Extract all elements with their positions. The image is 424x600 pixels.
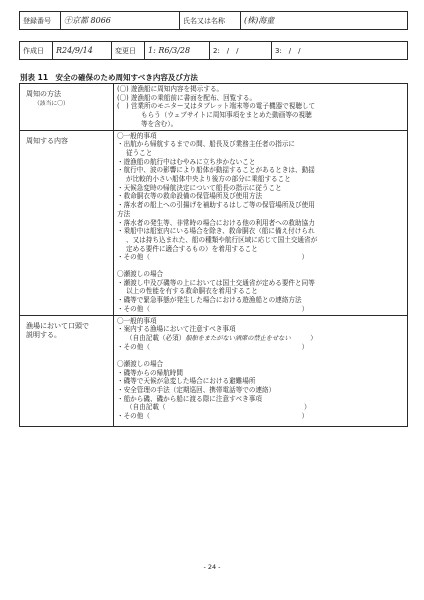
content-label-cell — [20, 130, 114, 315]
oral-line: ・磯等からの帰航時間 — [117, 368, 183, 377]
header-row-2 — [19, 41, 408, 60]
content-label: 周知する内容 — [26, 136, 68, 145]
content-line: 従うこと — [126, 148, 153, 157]
oral-line: ・その他（ ） — [117, 412, 309, 421]
method-line: ( ) 営業所のモニター又はタブレット端末等の電子機器で視聴して — [117, 102, 316, 111]
oral-line: ・磯等で天候が急変した場合における避難場所 — [117, 377, 256, 386]
method-sub-label: （該当に〇） — [34, 101, 69, 108]
content-line: ・その他（ ） — [117, 253, 309, 262]
content-line: ・磯等で緊急事態が発生した場合における遊漁船との連絡方法 — [117, 296, 302, 305]
content-line: 、又は持ち込まれた、船の種類や航行区域に応じて国土交通省が — [126, 235, 318, 244]
oral-free-entry — [117, 334, 404, 343]
oral-line: ・安全管理の手法（定期巡回、携帯電話等での連絡） — [117, 385, 276, 394]
handwritten-note: 船舶をまたがない酒席の禁止をせない — [185, 334, 291, 342]
oral-line: ・船から磯、磯から船に渡る際に注意すべき事項 — [117, 394, 262, 403]
closing-paren: ） — [290, 333, 317, 342]
content-line: ・救命胴衣等の救命設備の保管場所及び使用方法 — [117, 192, 263, 201]
content-line: ・瀬渡し中及び磯等の上においては国土交通省が定める要件と同等 — [117, 278, 315, 287]
oral-label: 漁場において口頭で — [26, 321, 89, 330]
content-line: ・落水者の発生等、非常時の場合における他の利用者への救助協力 — [117, 218, 315, 227]
content-line: が比較的小さい船体中央より後方の部分に乗船すること — [126, 175, 291, 184]
oral-line: ・その他（ ） — [117, 343, 309, 352]
content-line: ・天候急変時の帰航決定について船長の指示に従うこと — [117, 183, 282, 192]
change-date-1: 1: R6/3/28 — [145, 42, 210, 60]
content-line: 〇一般的事項 — [117, 131, 157, 140]
name-label: 氏名又は名称 — [180, 12, 241, 30]
method-label-cell — [20, 84, 114, 131]
content-line: ・落水者の船上への引揚げを補助するはしご等の保管場所及び使用 — [117, 201, 315, 210]
notice-table — [19, 83, 408, 427]
created-label: 作成日 — [20, 42, 53, 60]
method-content-cell — [114, 84, 408, 131]
oral-label-2: 説明する。 — [26, 330, 61, 339]
created-value: R24/9/14 — [53, 42, 112, 60]
name-value: (株)海童 — [241, 12, 408, 30]
content-line: 〇瀬渡しの場合 — [117, 270, 164, 279]
content-line: ・航行中、波の影響により船体が動揺することがあるときは、動揺 — [117, 166, 315, 175]
oral-content-cell — [114, 315, 408, 426]
spacer — [117, 352, 404, 360]
header-row-1 — [19, 11, 408, 30]
oral-line: ・案内する漁場において注意すべき事項 — [117, 325, 236, 334]
content-line: ・乗船中は船室内にいる場合を除き、救命胴衣（船に備え付けられ — [117, 227, 315, 236]
content-line: 方法 — [117, 209, 131, 218]
oral-line: （自由記載（ ） — [126, 403, 311, 412]
section-title: 別表 11 安全の確保のため周知すべき内容及び方法 — [20, 73, 198, 82]
method-line: (〇) 遊漁船の乗船前に書面を配布、回覧する。 — [117, 93, 257, 102]
changed-label: 変更日 — [112, 42, 145, 60]
method-line: 等を含む）。 — [141, 119, 178, 128]
spacer — [117, 262, 404, 270]
content-line: 以上の性能を有する救命胴衣を着用すること — [126, 287, 258, 296]
row-method — [20, 84, 408, 131]
row-content — [20, 130, 408, 315]
content-line: ・その他（ ） — [117, 304, 309, 313]
content-line: 定める要件に適合するもの）を着用すること — [126, 244, 258, 253]
content-line: ・遊漁船の航行中はむやみに立ち歩かないこと — [117, 157, 256, 166]
oral-line: 〇瀬渡しの場合 — [117, 359, 164, 368]
method-label: 周知の方法 — [26, 90, 61, 98]
change-date-3: 3: / / — [272, 42, 408, 60]
content-line: ・出航から帰航するまでの間、船長及び業務主任者の指示に — [117, 140, 296, 149]
method-line: (〇) 遊漁船に周知内容を掲示する。 — [117, 85, 224, 93]
row-oral — [20, 315, 408, 426]
page-number: - 24 - — [203, 563, 221, 571]
oral-line: 〇一般的事項 — [117, 316, 157, 325]
reg-number-value: ㊉京都 8066 — [61, 12, 180, 30]
oral-free-entry-label: （自由記載（必須） — [126, 333, 186, 342]
reg-number-label: 登録番号 — [20, 12, 61, 30]
method-line: もらう（ウェブサイトに周知事項をまとめた動画等の視聴 — [141, 111, 312, 120]
content-cell — [114, 130, 408, 315]
oral-label-cell — [20, 315, 114, 426]
change-date-2: 2: / / — [210, 42, 272, 60]
